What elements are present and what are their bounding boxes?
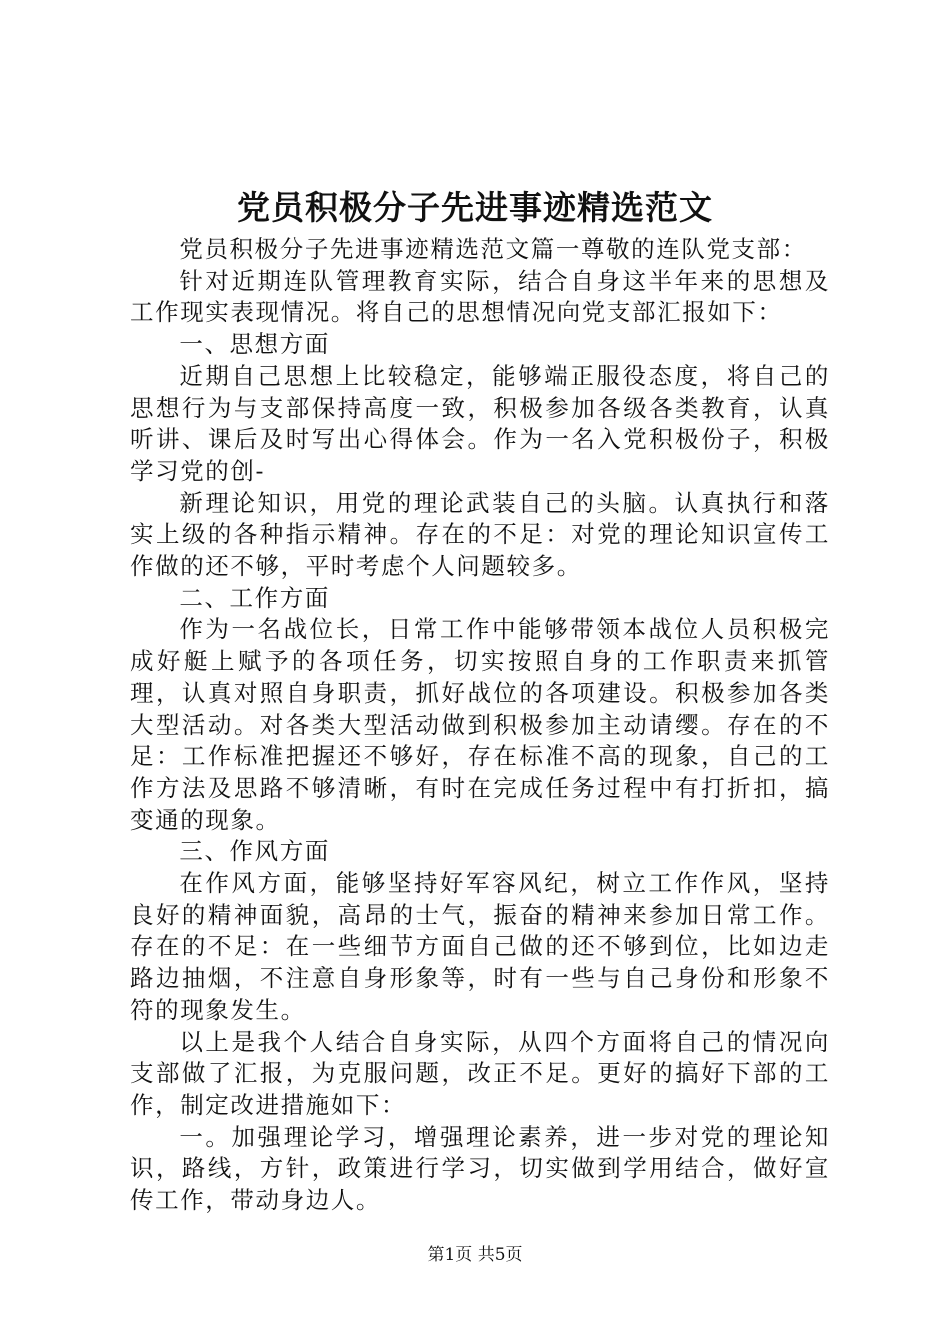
section-heading-style: 三、作风方面 bbox=[179, 837, 330, 866]
paragraph-thought: 近期自己思想上比较稳定，能够端正服役态度，将自己的思想行为与支部保持高度一致，积极参加各级各类教育，认真听讲、课后及时写出心得体会。作为一名入党积极份子，积极学习党的创- bbox=[130, 361, 830, 485]
paragraph-work: 作为一名战位长，日常工作中能够带领本战位人员积极完成好艇上赋予的各项任务，切实按照自身的工作职责来抓管理，认真对照自身职责，抓好战位的各项建设。积极参加各类大型活动。对各类大型活动做到积极参加主动请缨。存在的不足：工作标准把握还不够好，存在标准不高的现象，自己的工作方法及思路不够清晰，有时在完成任务过程中有打折扣，搞变通的现象。 bbox=[130, 615, 830, 834]
paragraph-style: 在作风方面，能够坚持好军容风纪，树立工作作风，坚持良好的精神面貌，高昂的士气，振奋的精神来参加日常工作。存在的不足：在一些细节方面自己做的还不够到位，比如边走路边抽烟，不注意自身形象等，时有一些与自己身份和形象不符的现象发生。 bbox=[130, 869, 830, 1024]
document-title: 党员积极分子先进事迹精选范文 bbox=[237, 188, 713, 227]
paragraph-thought-continued: 新理论知识，用党的理论武装自己的头脑。认真执行和落实上级的各种指示精神。存在的不足：对党的理论知识宣传工作做的还不够，平时考虑个人问题较多。 bbox=[130, 488, 830, 581]
document-body bbox=[130, 234, 830, 1217]
paragraph-intro: 党员积极分子先进事迹精选范文篇一尊敬的连队党支部： bbox=[179, 235, 807, 263]
paragraph-measure-one: 一。加强理论学习，增强理论素养，进一步对党的理论知识，路线，方针，政策进行学习，切实做到学用结合，做好宣传工作，带动身边人。 bbox=[130, 1122, 830, 1215]
paragraph-conclusion: 以上是我个人结合自身实际，从四个方面将自己的情况向支部做了汇报，为克服问题，改正不足。更好的搞好下部的工作，制定改进措施如下： bbox=[130, 1027, 830, 1119]
section-heading-work: 二、工作方面 bbox=[179, 583, 330, 612]
page-footer: 第1页 共5页 bbox=[427, 1245, 523, 1265]
section-heading-thought: 一、思想方面 bbox=[179, 330, 330, 359]
paragraph-summary: 针对近期连队管理教育实际，结合自身这半年来的思想及工作现实表现情况。将自己的思想情况向党支部汇报如下： bbox=[130, 266, 830, 327]
